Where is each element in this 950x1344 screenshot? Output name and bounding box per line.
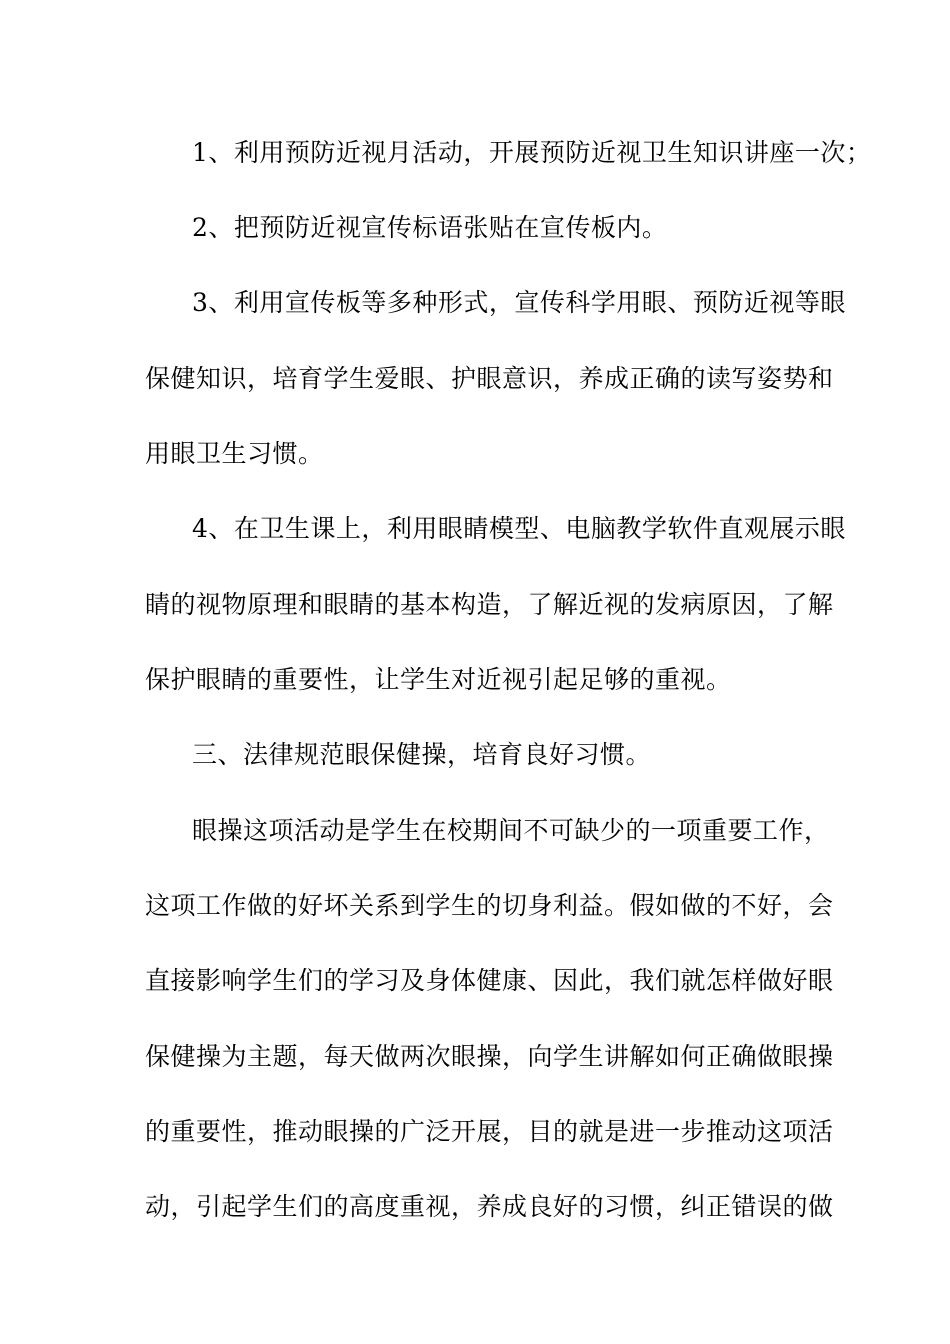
paragraph-item-3-line-2: 保健知识，培育学生爱眼、护眼意识，养成正确的读写姿势和 <box>145 364 834 393</box>
paragraph-item-3-line-3: 用眼卫生习惯。 <box>145 439 324 468</box>
paragraph-body-line-4: 保健操为主题，每天做两次眼操，向学生讲解如何正确做眼操 <box>145 1042 834 1071</box>
paragraph-body-line-5: 的重要性，推动眼操的广泛开展，目的就是进一步推动这项活 <box>145 1117 834 1146</box>
paragraph-body-line-1: 眼操这项活动是学生在校期间不可缺少的一项重要工作， <box>192 816 830 845</box>
paragraph-body-line-3: 直接影响学生们的学习及身体健康、因此，我们就怎样做好眼 <box>145 966 834 995</box>
paragraph-body-line-2: 这项工作做的好坏关系到学生的切身利益。假如做的不好，会 <box>145 891 834 920</box>
paragraph-item-4-line-2: 睛的视物原理和眼睛的基本构造，了解近视的发病原因，了解 <box>145 590 834 619</box>
paragraph-item-1: 1、利用预防近视月活动，开展预防近视卫生知识讲座一次； <box>192 138 872 167</box>
section-heading-3: 三、法律规范眼保健操，培育良好习惯。 <box>192 740 652 769</box>
paragraph-item-4-line-3: 保护眼睛的重要性，让学生对近视引起足够的重视。 <box>145 665 732 694</box>
paragraph-item-4-line-1: 4、在卫生课上，利用眼睛模型、电脑教学软件直观展示眼 <box>192 514 846 543</box>
paragraph-item-2: 2、把预防近视宣传标语张贴在宣传板内。 <box>192 213 668 242</box>
paragraph-item-3-line-1: 3、利用宣传板等多种形式，宣传科学用眼、预防近视等眼 <box>192 288 846 317</box>
paragraph-body-line-6: 动，引起学生们的高度重视，养成良好的习惯，纠正错误的做 <box>145 1192 834 1221</box>
